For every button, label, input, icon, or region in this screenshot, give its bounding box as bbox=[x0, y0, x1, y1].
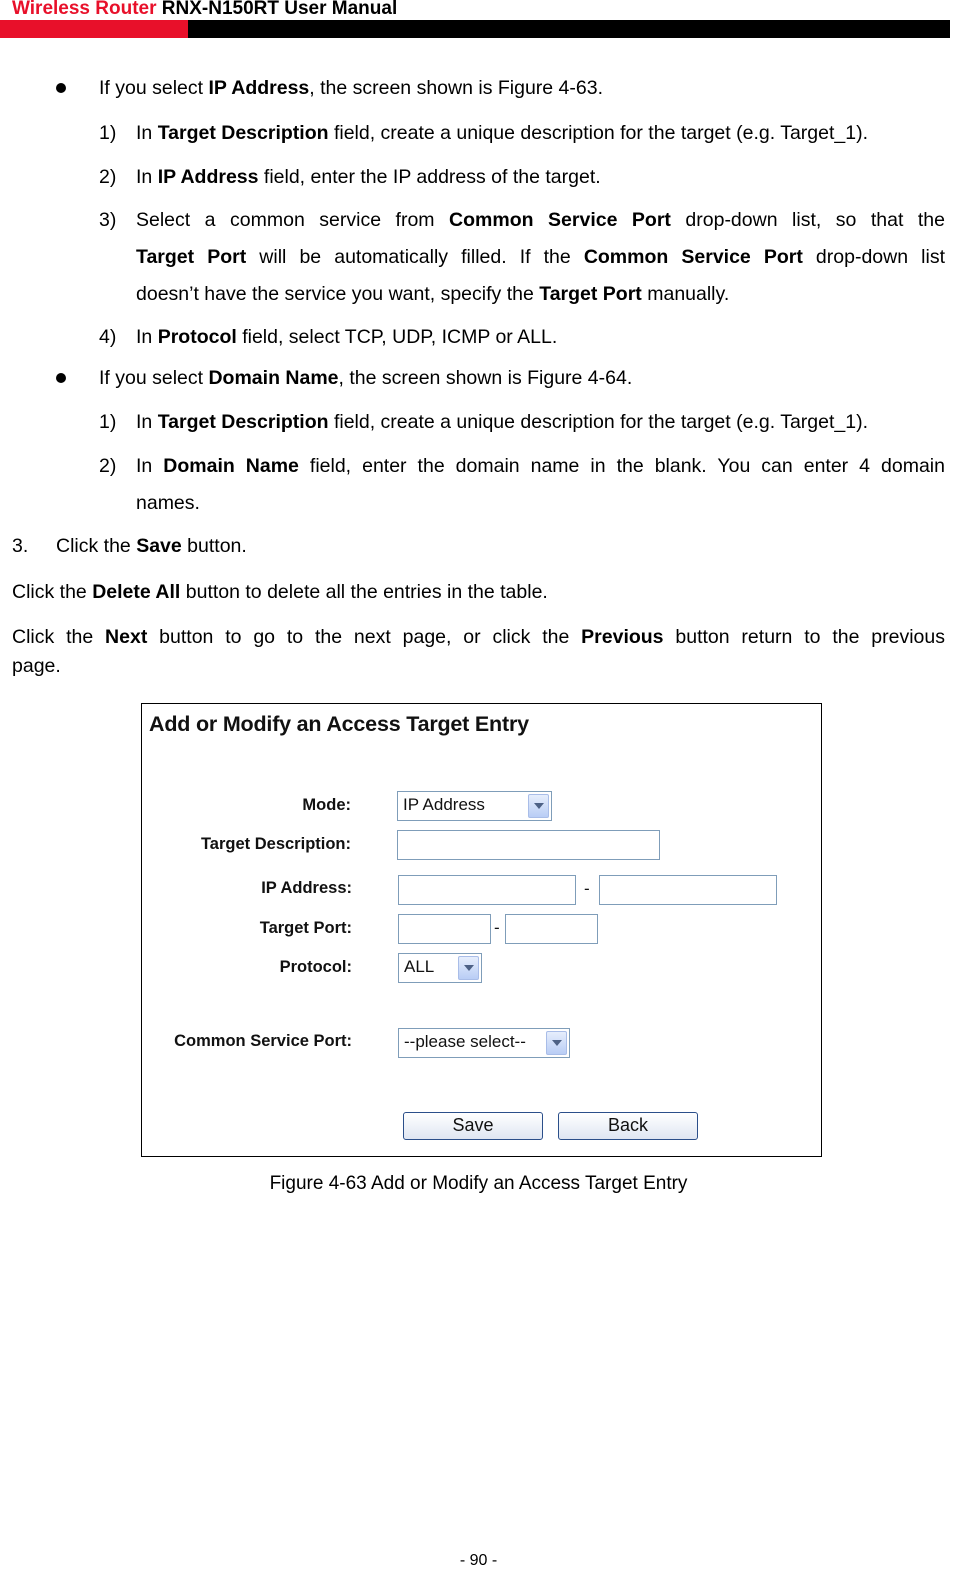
target-description-label: Target Description: bbox=[200, 835, 351, 853]
step-text-line: doesn’t have the service you want, specify the Target Port manually. bbox=[136, 283, 730, 305]
page-header bbox=[0, 0, 957, 40]
header-title bbox=[12, 0, 397, 20]
step-number: 1) bbox=[99, 411, 117, 433]
target-description-input[interactable] bbox=[397, 830, 660, 860]
step-text-line: Target Port will be automatically filled. If the Common Service Port drop-down list bbox=[136, 246, 945, 268]
step-text: Click the Save button. bbox=[56, 535, 247, 557]
ip-address-start-input[interactable] bbox=[398, 875, 576, 905]
bullet-domain-name: If you select Domain Name, the screen shown is Figure 4-64. bbox=[99, 367, 633, 389]
port-range-dash: - bbox=[494, 918, 500, 937]
page-number: - 90 - bbox=[459, 1552, 498, 1569]
protocol-label: Protocol: bbox=[279, 958, 352, 976]
step-number: 4) bbox=[99, 326, 117, 348]
target-port-end-input[interactable] bbox=[505, 914, 598, 944]
form-title: Add or Modify an Access Target Entry bbox=[149, 712, 529, 736]
header-bar-red bbox=[0, 20, 188, 38]
protocol-select-value: ALL bbox=[404, 957, 435, 976]
target-port-label: Target Port: bbox=[259, 919, 352, 937]
mode-select[interactable] bbox=[397, 791, 552, 821]
step-text: In Target Description field, create a unique description for the target (e.g. Target_1). bbox=[136, 122, 868, 144]
ip-range-dash: - bbox=[584, 879, 590, 898]
common-service-port-label: Common Service Port: bbox=[174, 1032, 352, 1050]
step-text-line: names. bbox=[136, 492, 200, 514]
paragraph-next-previous-cont: page. bbox=[12, 655, 61, 677]
bullet-icon bbox=[56, 373, 66, 383]
step-text: In Protocol field, select TCP, UDP, ICMP or ALL. bbox=[136, 326, 558, 348]
ip-address-end-input[interactable] bbox=[599, 875, 777, 905]
step-number: 2) bbox=[99, 455, 117, 477]
access-target-form bbox=[141, 703, 822, 1157]
paragraph-next-previous: Click the Next button to go to the next page, or click the Previous button return to the previous bbox=[12, 626, 945, 648]
step-number: 3. bbox=[12, 535, 29, 557]
step-number: 3) bbox=[99, 209, 117, 231]
chevron-down-icon[interactable] bbox=[528, 794, 549, 818]
common-service-port-value: --please select-- bbox=[404, 1032, 526, 1051]
header-bar-black bbox=[188, 20, 950, 38]
mode-select-value: IP Address bbox=[403, 795, 485, 814]
step-text-line: In Domain Name field, enter the domain name in the blank. You can enter 4 domain bbox=[136, 455, 945, 477]
header-brand: Wireless Router bbox=[12, 0, 157, 19]
common-service-port-select[interactable] bbox=[398, 1028, 570, 1058]
save-button[interactable]: Save bbox=[403, 1112, 543, 1140]
ip-address-label: IP Address: bbox=[261, 879, 352, 897]
chevron-down-icon[interactable] bbox=[546, 1031, 567, 1055]
back-button[interactable]: Back bbox=[558, 1112, 698, 1140]
mode-label: Mode: bbox=[302, 796, 351, 814]
target-port-start-input[interactable] bbox=[398, 914, 491, 944]
step-text: In Target Description field, create a unique description for the target (e.g. Target_1). bbox=[136, 411, 868, 433]
header-model: RNX-N150RT User Manual bbox=[156, 0, 398, 19]
step-number: 2) bbox=[99, 166, 117, 188]
step-number: 1) bbox=[99, 122, 117, 144]
figure-caption: Figure 4-63 Add or Modify an Access Target Entry bbox=[269, 1173, 688, 1194]
bullet-ip-address: If you select IP Address, the screen shown is Figure 4-63. bbox=[99, 77, 603, 99]
chevron-down-icon[interactable] bbox=[458, 956, 479, 980]
step-text-line: Select a common service from Common Service Port drop-down list, so that the bbox=[136, 209, 945, 231]
bullet-icon bbox=[56, 83, 66, 93]
paragraph-delete-all: Click the Delete All button to delete all the entries in the table. bbox=[12, 581, 548, 603]
step-text: In IP Address field, enter the IP address of the target. bbox=[136, 166, 601, 188]
protocol-select[interactable] bbox=[398, 953, 482, 983]
